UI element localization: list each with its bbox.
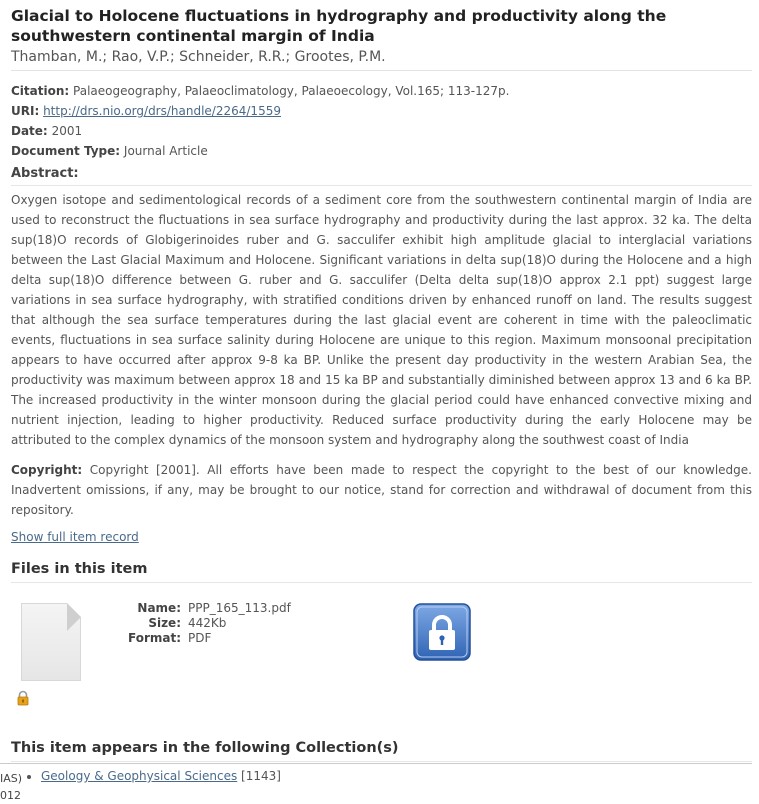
abstract-text: Oxygen isotope and sedimentological records of a sediment core from the southwestern continental margin of India are used to reconstruct the fluctuations in sea surface hydrography and productivity during the last approx. 32 ka. The delta sup(18)O records of Globigerinoides ruber and G. sacculifer exhibit high amplitude glacial to interglacial variations between the Last Glacial Maximum and Holocene. Significant variations in delta sup(18)O during the Holocene and a high delta sup(18)O difference between G. ruber and G. sacculifer (Delta delta sup(18)O approx 2.1 ppt) suggest large variations in sea surface hydrography, with stratified conditions driven by enhanced runoff on land. The results suggest that although the sea surface temperatures during the last glacial event are coherent in time with the paleoclimatic events, fluctuations in sea surface salinity during Holocene are unique to this region. Maximum monsoonal precipitation appears to have occurred after approx 9-8 ka BP. Unlike the present day productivity in the western Arabian Sea, the productivity was maximum between approx 18 and 15 ka BP and substantially diminished between approx 13 and 6 ka BP. The increased productivity in the winter monsoon during the glacial period could have enhanced convective mixing and nutrient injection, leading to higher productivity. Reduced surface productivity during the early Holocene may be attributed to the complex dynamics of the monsoon system and hydrography along the southwest coast of India xyxy=(11,193,752,447)
item-authors: Thamban, M.; Rao, V.P.; Schneider, R.R.; Grootes, P.M. xyxy=(11,49,386,65)
copyright-field xyxy=(11,460,752,520)
date-label: Date: xyxy=(11,124,48,138)
document-thumbnail-icon[interactable] xyxy=(21,603,81,681)
files-divider xyxy=(11,582,752,583)
footer xyxy=(0,770,22,804)
lock-icon[interactable] xyxy=(413,603,471,661)
footer-line-1: IAS) xyxy=(0,772,23,785)
file-size-value: 442Kb xyxy=(188,616,227,630)
collections-divider xyxy=(11,761,752,762)
collections-list xyxy=(11,766,752,786)
file-size-row xyxy=(121,616,291,631)
citation-field xyxy=(11,81,752,101)
header-divider xyxy=(11,70,752,71)
files-heading: Files in this item xyxy=(11,561,148,577)
uri-label: URI: xyxy=(11,104,40,118)
collection-count: [1143] xyxy=(241,769,281,783)
file-format-row xyxy=(121,631,291,646)
show-full-record-link[interactable]: Show full item record xyxy=(11,530,139,544)
date-value: 2001 xyxy=(51,124,83,138)
list-item xyxy=(41,766,752,786)
doctype-value: Journal Article xyxy=(123,144,208,158)
page-title: Glacial to Holocene fluctuations in hydrography and productivity along the southwestern continental margin of India xyxy=(11,7,667,45)
copyright-text: Copyright [2001]. All efforts have been made to respect the copyright to the best of our knowledge. Inadvertent omissions, if any, may be brought to our notice, stand for correction and withdrawal of document from this repository. xyxy=(11,463,752,517)
file-size-label: Size: xyxy=(148,616,181,630)
doctype-field xyxy=(11,141,752,161)
footer-divider xyxy=(0,763,752,764)
file-name-row xyxy=(121,601,291,616)
padlock-icon xyxy=(15,690,31,706)
citation-value: Palaeogeography, Palaeoclimatology, Palaeoecology, Vol.165; 113-127p. xyxy=(73,84,510,98)
file-name-label: Name: xyxy=(137,601,181,615)
date-field xyxy=(11,121,752,141)
abstract-heading: Abstract: xyxy=(11,166,79,181)
file-metadata xyxy=(121,601,291,646)
collections-heading: This item appears in the following Collection(s) xyxy=(11,740,399,756)
collection-link[interactable]: Geology & Geophysical Sciences xyxy=(41,769,238,783)
abstract-divider xyxy=(11,185,752,186)
doctype-label: Document Type: xyxy=(11,144,121,158)
citation-label: Citation: xyxy=(11,84,70,98)
file-name-value: PPP_165_113.pdf xyxy=(188,601,291,615)
file-format-value: PDF xyxy=(188,631,212,645)
uri-link[interactable]: http://drs.nio.org/drs/handle/2264/1559 xyxy=(43,104,281,118)
footer-line-2: 012 xyxy=(0,789,21,802)
uri-field xyxy=(11,101,752,121)
file-format-label: Format: xyxy=(127,631,181,645)
file-entry xyxy=(11,587,752,727)
item-page xyxy=(11,0,752,786)
copyright-label: Copyright: xyxy=(11,463,83,477)
